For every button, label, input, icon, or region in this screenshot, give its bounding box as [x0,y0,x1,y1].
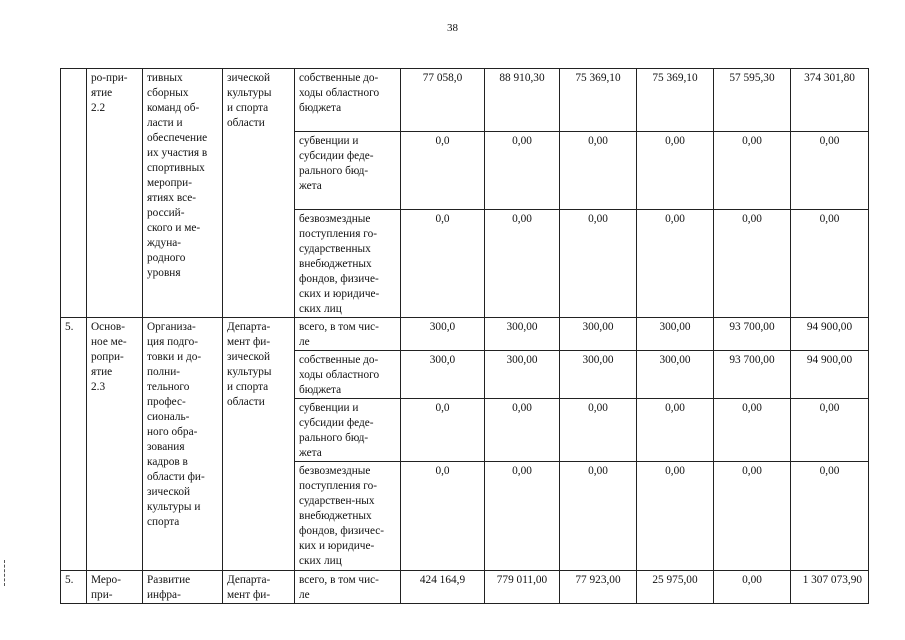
amount-cell: 94 900,00 [791,318,869,351]
amount-cell: 93 700,00 [714,351,791,399]
amount-cell: 93 700,00 [714,318,791,351]
amount-cell: 0,00 [791,132,869,210]
amount-cell: 0,00 [714,132,791,210]
amount-cell: 300,0 [401,318,485,351]
table-row [61,318,869,351]
amount-cell: 0,0 [401,210,485,318]
amount-cell: 300,00 [560,351,637,399]
amount-cell: 0,00 [485,210,560,318]
executor-cell: зической культуры и спорта области [223,69,295,318]
amount-cell: 25 975,00 [637,571,714,604]
amount-cell: 0,0 [401,132,485,210]
page-number: 38 [447,22,458,34]
amount-cell: 0,00 [560,462,637,571]
row-number-cell [61,69,87,318]
amount-cell: 0,00 [714,399,791,462]
amount-cell: 94 900,00 [791,351,869,399]
amount-cell: 0,00 [714,210,791,318]
amount-cell: 300,00 [485,351,560,399]
amount-cell: 0,0 [401,399,485,462]
amount-cell: 0,00 [714,571,791,604]
amount-cell: 374 301,80 [791,69,869,132]
amount-cell: 300,0 [401,351,485,399]
amount-cell: 0,0 [401,462,485,571]
funding-source-cell: собственные до- ходы областного бюджета [295,69,401,132]
amount-cell: 0,00 [485,132,560,210]
row-number-cell: 5. [61,318,87,571]
amount-cell: 0,00 [637,399,714,462]
amount-cell: 0,00 [637,132,714,210]
funding-source-cell: всего, в том чис- ле [295,571,401,604]
scan-margin-mark [4,560,9,586]
funding-source-cell: субвенции и субсидии феде- рального бюд- жета [295,399,401,462]
amount-cell: 0,00 [637,462,714,571]
funding-source-cell: безвозмездные поступления го- сударственных внебюджетных фондов, физиче- ских и юридиче- ских лиц [295,210,401,318]
executor-cell: Департа- мент фи- [223,571,295,604]
funding-source-cell: собственные до- ходы областного бюджета [295,351,401,399]
amount-cell: 57 595,30 [714,69,791,132]
funding-source-cell: субвенции и субсидии феде- рального бюд- жета [295,132,401,210]
row-number-cell: 5. [61,571,87,604]
table-row [61,69,869,132]
amount-cell: 0,00 [560,210,637,318]
event-name-cell: Организа- ция подго- товки и до- полни- тельного профес- сиональ- ного обра- зования кадров в области фи- зической культуры и спорта [143,318,223,571]
amount-cell: 88 910,30 [485,69,560,132]
amount-cell: 0,00 [637,210,714,318]
amount-cell: 0,00 [560,132,637,210]
table-row [61,571,869,604]
amount-cell: 0,00 [791,210,869,318]
budget-table [60,68,869,604]
amount-cell: 77 923,00 [560,571,637,604]
amount-cell: 300,00 [637,351,714,399]
amount-cell: 1 307 073,90 [791,571,869,604]
amount-cell: 0,00 [791,399,869,462]
funding-source-cell: безвозмездные поступления го- сударствен-ных внебюджетных фондов, физичес- ких и юридиче- ских лиц [295,462,401,571]
amount-cell: 779 011,00 [485,571,560,604]
amount-cell: 77 058,0 [401,69,485,132]
funding-source-cell: всего, в том чис- ле [295,318,401,351]
amount-cell: 0,00 [714,462,791,571]
amount-cell: 424 164,9 [401,571,485,604]
amount-cell: 300,00 [485,318,560,351]
amount-cell: 0,00 [485,399,560,462]
event-name-cell: Развитие инфра- [143,571,223,604]
event-cell: ро-при- ятие 2.2 [87,69,143,318]
amount-cell: 75 369,10 [560,69,637,132]
amount-cell: 300,00 [560,318,637,351]
event-cell: Меро- при- [87,571,143,604]
amount-cell: 75 369,10 [637,69,714,132]
amount-cell: 0,00 [485,462,560,571]
amount-cell: 300,00 [637,318,714,351]
amount-cell: 0,00 [560,399,637,462]
amount-cell: 0,00 [791,462,869,571]
event-cell: Основ- ное ме- ропри- ятие 2.3 [87,318,143,571]
executor-cell: Департа- мент фи- зической культуры и спорта области [223,318,295,571]
event-name-cell: тивных сборных команд об- ласти и обеспечение их участия в спортивных меропри- ятиях все- россий- ского и ме- ждуна- родного уровня [143,69,223,318]
